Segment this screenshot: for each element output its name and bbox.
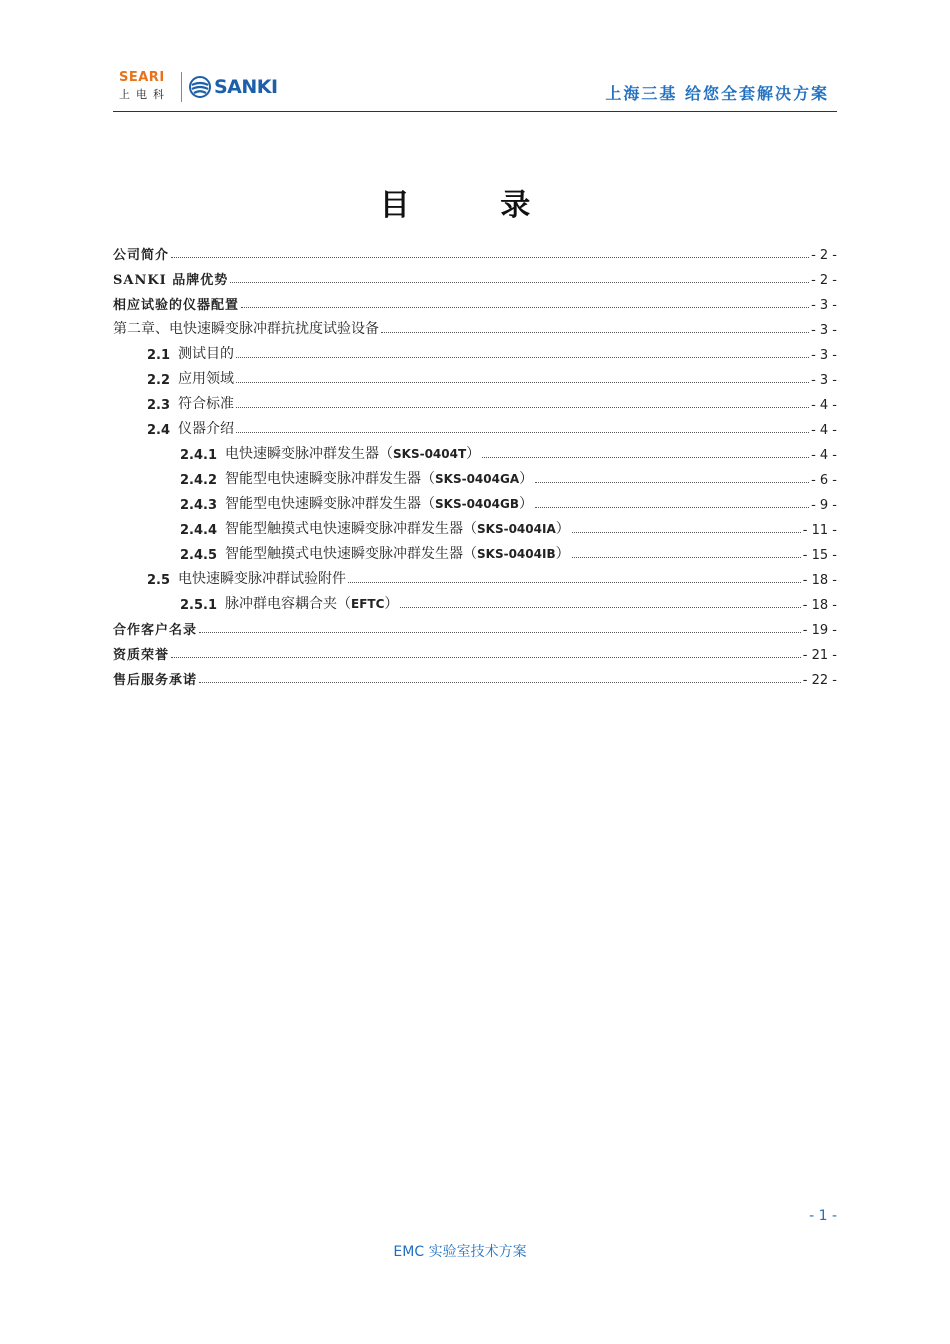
- toc-entry-close-paren: ）: [519, 471, 534, 487]
- toc-dot-leader: [199, 681, 801, 683]
- toc-dot-leader: [535, 481, 809, 483]
- toc-entry-page: - 19 -: [802, 623, 837, 638]
- toc-entry-model: SKS-0404IB: [477, 547, 556, 561]
- toc-dot-leader: [171, 256, 809, 258]
- toc-entry[interactable]: [113, 538, 837, 563]
- toc-entry-title: [178, 418, 234, 438]
- seari-logo-subtext: 上电科: [119, 88, 170, 101]
- toc-entry-close-paren: ）: [555, 521, 570, 537]
- toc-dot-leader: [199, 631, 801, 633]
- toc-entry-title: [225, 443, 480, 463]
- toc-entry[interactable]: [113, 463, 837, 488]
- toc-entry-page: - 4 -: [811, 398, 837, 413]
- toc-entry-title-text: 智能型触摸式电快速瞬变脉冲群发生器（: [225, 546, 478, 562]
- toc-entry-number: 2.4.4: [180, 523, 218, 538]
- toc-entry-title-text: 应用领域: [178, 371, 235, 387]
- seari-logo-text: SEARI: [119, 70, 165, 85]
- toc-entry-model: SKS-0404GA: [435, 472, 520, 486]
- toc-entry-page: - 11 -: [802, 523, 837, 538]
- toc-dot-leader: [381, 331, 809, 333]
- toc-dot-leader: [400, 606, 800, 608]
- toc-entry-title-text: 智能型触摸式电快速瞬变脉冲群发生器（: [225, 521, 478, 537]
- toc-dot-leader: [236, 406, 809, 408]
- toc-entry-title-text: 售后服务承诺: [113, 673, 198, 688]
- toc-dot-leader: [241, 306, 809, 308]
- toc-dot-leader: [348, 581, 801, 583]
- toc-entry-model: SKS-0404T: [393, 447, 467, 461]
- toc-entry-number: 2.5.1: [180, 598, 218, 613]
- toc-entry[interactable]: [113, 338, 837, 363]
- toc-entry-number: 2.5: [147, 573, 171, 588]
- toc-entry-title: [113, 269, 228, 288]
- toc-entry-title: [225, 593, 398, 613]
- toc-entry-number: 2.2: [147, 373, 171, 388]
- toc-entry[interactable]: [113, 513, 837, 538]
- toc-entry[interactable]: [113, 488, 837, 513]
- toc-dot-leader: [482, 456, 809, 458]
- toc-entry[interactable]: [113, 263, 837, 288]
- toc-entry[interactable]: [113, 588, 837, 613]
- toc-dot-leader: [171, 656, 801, 658]
- sanki-logo-icon: [189, 76, 211, 98]
- toc-entry[interactable]: [113, 363, 837, 388]
- toc-entry-page: - 15 -: [802, 548, 837, 563]
- toc-entry-title-text: 第二章、电快速瞬变脉冲群抗扰度试验设备: [113, 321, 379, 337]
- toc-entry-close-paren: ）: [384, 596, 399, 612]
- toc-entry-number: 2.4.2: [180, 473, 218, 488]
- toc-entry-page: - 21 -: [802, 648, 837, 663]
- toc-dot-leader: [236, 431, 809, 433]
- toc-entry-title-text: 仪器介绍: [178, 421, 235, 437]
- toc-entry-title: [113, 644, 169, 663]
- toc-entry-model: SKS-0404GB: [435, 497, 519, 511]
- toc-entry-title: [113, 619, 197, 638]
- toc-entry-close-paren: ）: [555, 546, 570, 562]
- toc-entry[interactable]: [113, 413, 837, 438]
- toc-entry-page: - 6 -: [811, 473, 837, 488]
- toc-entry-title: [178, 393, 234, 413]
- toc-entry-title: [113, 318, 379, 338]
- toc-entry-title-text: 合作客户名录: [113, 623, 198, 638]
- page-header: [113, 66, 837, 112]
- toc-entry[interactable]: [113, 313, 837, 338]
- toc-entry[interactable]: [113, 663, 837, 688]
- toc-entry-title: [178, 343, 234, 363]
- toc-entry-title-text: 符合标准: [178, 396, 235, 412]
- toc-entry-title-text: 测试目的: [178, 346, 235, 362]
- toc-dot-leader: [572, 556, 801, 558]
- toc-entry[interactable]: [113, 388, 837, 413]
- toc-entry-title-text: 相应试验的仪器配置: [113, 298, 240, 313]
- toc-entry-title-text: 智能型电快速瞬变脉冲群发生器（: [225, 471, 436, 487]
- toc-entry-model: SKS-0404IA: [477, 522, 556, 536]
- toc-entry-title-text: 电快速瞬变脉冲群发生器（: [225, 446, 394, 462]
- toc-entry-page: - 3 -: [811, 348, 837, 363]
- toc-entry[interactable]: [113, 438, 837, 463]
- toc-entry[interactable]: [113, 638, 837, 663]
- toc-entry-page: - 3 -: [811, 373, 837, 388]
- toc-entry-number: 2.4.3: [180, 498, 218, 513]
- toc-entry-page: - 22 -: [802, 673, 837, 688]
- toc-dot-leader: [230, 281, 809, 283]
- toc-entry[interactable]: [113, 238, 837, 263]
- toc-entry-page: - 4 -: [811, 423, 837, 438]
- sanki-logo-text: SANKI: [214, 76, 278, 98]
- toc-entry-number: 2.4: [147, 423, 171, 438]
- toc-dot-leader: [236, 356, 809, 358]
- toc-entry[interactable]: [113, 613, 837, 638]
- toc-entry-number: 2.3: [147, 398, 171, 413]
- toc-entry-page: - 2 -: [811, 273, 837, 288]
- page-number: - 1 -: [809, 1208, 837, 1224]
- toc-entry-page: - 18 -: [802, 573, 837, 588]
- toc-entry-title: [178, 368, 234, 388]
- toc-entry-title: [225, 518, 570, 538]
- logo-divider: [181, 72, 182, 102]
- toc-entry-title: [225, 468, 533, 488]
- toc-entry[interactable]: [113, 563, 837, 588]
- toc-entry-title: [113, 294, 239, 313]
- toc-entry-model: EFTC: [351, 597, 385, 611]
- toc-entry-page: - 2 -: [811, 248, 837, 263]
- toc-entry-title-text: 智能型电快速瞬变脉冲群发生器（: [225, 496, 436, 512]
- toc-dot-leader: [572, 531, 801, 533]
- footer-doc-title: EMC 实验室技术方案: [393, 1244, 527, 1260]
- toc-entry-title: [113, 244, 169, 263]
- toc-entry-page: - 3 -: [811, 298, 837, 313]
- toc-entry-number: 2.4.5: [180, 548, 218, 563]
- toc-entry-page: - 4 -: [811, 448, 837, 463]
- toc-entry-page: - 3 -: [811, 323, 837, 338]
- toc-entry-title-text: 资质荣誉: [113, 648, 170, 663]
- header-slogan: 上海三基 给您全套解决方案: [605, 84, 829, 103]
- toc-entry-title-text: 电快速瞬变脉冲群试验附件: [178, 571, 347, 587]
- toc-entry-page: - 9 -: [811, 498, 837, 513]
- toc-dot-leader: [236, 381, 809, 383]
- toc-entry-close-paren: ）: [466, 446, 481, 462]
- toc-entry-close-paren: ）: [518, 496, 533, 512]
- toc-dot-leader: [535, 506, 809, 508]
- toc-entry-title-text: 脉冲群电容耦合夹（: [225, 596, 352, 612]
- toc-entry-page: - 18 -: [802, 598, 837, 613]
- table-of-contents: [113, 238, 837, 688]
- toc-entry-title: [225, 543, 570, 563]
- toc-entry-title: [113, 669, 197, 688]
- toc-entry-number: 2.4.1: [180, 448, 218, 463]
- toc-entry-title: [225, 493, 533, 513]
- seari-logo: [119, 70, 170, 102]
- toc-entry[interactable]: [113, 288, 837, 313]
- toc-entry-title-text: SANKI 品牌优势: [113, 273, 229, 288]
- toc-entry-title-text: 公司简介: [113, 248, 170, 263]
- sanki-logo: [189, 76, 278, 98]
- toc-entry-number: 2.1: [147, 348, 171, 363]
- header-rule: [113, 111, 837, 112]
- toc-title: 目 录: [379, 188, 571, 223]
- toc-entry-title: [178, 568, 346, 588]
